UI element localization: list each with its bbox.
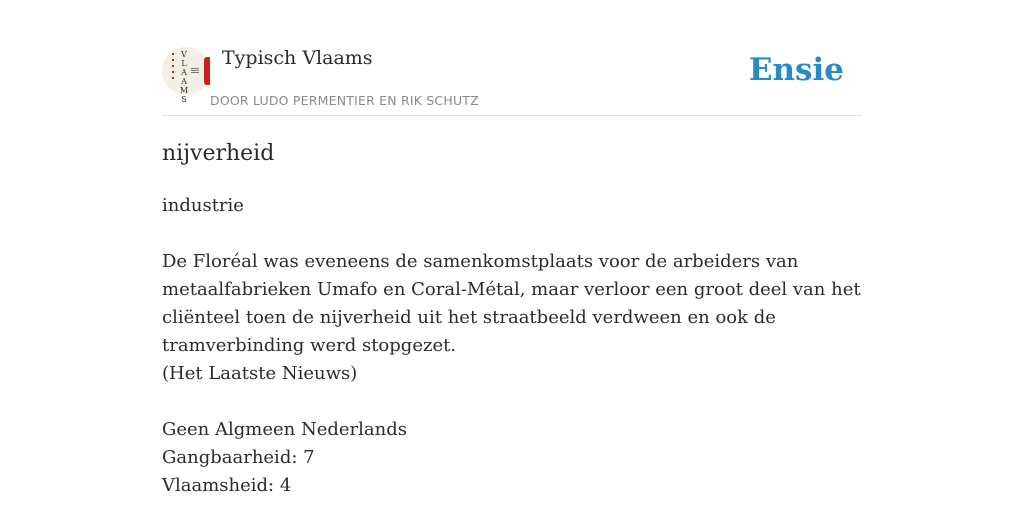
vlaamsheid-score: Vlaamsheid: 4 bbox=[162, 475, 292, 496]
entry-body bbox=[162, 192, 862, 500]
logo-decoration bbox=[172, 53, 174, 83]
entry-example: De Floréal was eveneens de samenkomstplaats voor de arbeiders van metaalfabrieken Umafo en Coral-Métal, maar verloor een groot deel van het cliënteel toen de nijverheid uit het straatbeeld verdween en ook de tramverbinding werd stopgezet. bbox=[162, 251, 861, 356]
entry-source: (Het Laatste Nieuws) bbox=[162, 363, 358, 384]
logo-red-bar bbox=[204, 57, 210, 85]
entry-content bbox=[162, 138, 862, 500]
logo-lines bbox=[191, 68, 199, 74]
brand-logo-link[interactable]: Ensie bbox=[748, 52, 844, 88]
page-header bbox=[162, 0, 862, 116]
book-title[interactable]: Typisch Vlaams bbox=[222, 47, 373, 69]
entry-status: Geen Algmeen Nederlands bbox=[162, 419, 407, 440]
book-logo[interactable] bbox=[162, 47, 210, 104]
logo-letter: A bbox=[181, 68, 187, 77]
entry-term: nijverheid bbox=[162, 141, 275, 166]
logo-letter: L bbox=[181, 59, 187, 68]
logo-letter: A bbox=[181, 77, 187, 86]
entry-definition: industrie bbox=[162, 195, 244, 216]
logo-letter: M bbox=[179, 86, 189, 95]
logo-letter: V bbox=[181, 50, 187, 59]
logo-letters bbox=[176, 50, 192, 104]
book-authors: DOOR LUDO PERMENTIER EN RIK SCHUTZ bbox=[210, 93, 479, 108]
gangbaarheid-score: Gangbaarheid: 7 bbox=[162, 447, 315, 468]
logo-letter: S bbox=[181, 95, 187, 104]
